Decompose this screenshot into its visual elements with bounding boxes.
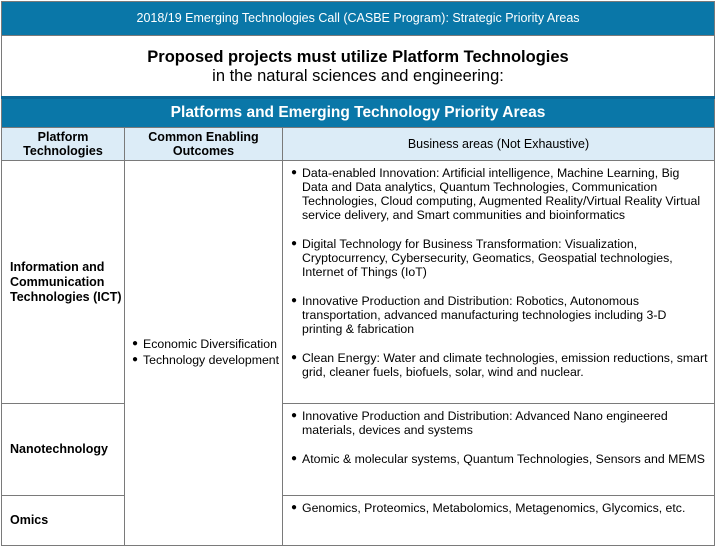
bullet-icon: ● bbox=[132, 338, 139, 349]
program-banner-text: 2018/19 Emerging Technologies Call (CASBE Program): Strategic Priority Areas bbox=[136, 11, 580, 25]
business-cell-nanotechnology bbox=[283, 404, 715, 496]
bullet-icon: ● bbox=[291, 167, 298, 178]
program-banner bbox=[2, 2, 715, 36]
enabling-outcomes-list bbox=[125, 337, 282, 367]
business-cell-ict bbox=[283, 161, 715, 404]
list-item: ● Genomics, Proteomics, Metabolomics, Metagenomics, Glycomics, etc. bbox=[291, 501, 686, 515]
intro-subheading: in the natural sciences and engineering: bbox=[212, 67, 504, 85]
business-cell-omics bbox=[283, 496, 715, 546]
bullet-icon: ● bbox=[291, 453, 298, 464]
list-item: ● Innovative Production and Distribution: Robotics, Autonomous transportation, advanced manufacturing technologies including 3-D printing & fabrication bbox=[291, 294, 667, 336]
header-business: Business areas (Not Exhaustive) bbox=[283, 128, 715, 161]
header-enabling: Common Enabling Outcomes bbox=[125, 128, 283, 161]
bullet-icon: ● bbox=[291, 410, 298, 421]
list-item: ● Data-enabled Innovation: Artificial intelligence, Machine Learning, Big Data and Data analytics, Quantum Technologies, Communication Technologies, Cloud computing, Augmented Reality/Virtual Reality Virtual service delivery, and Smart communities and bioinformatics bbox=[291, 166, 701, 222]
platform-ict: Information and Communication Technologies (ICT) bbox=[2, 161, 125, 404]
list-item: ● Technology development bbox=[132, 353, 280, 367]
priority-areas-table bbox=[1, 1, 715, 546]
list-item: ● Atomic & molecular systems, Quantum Technologies, Sensors and MEMS bbox=[291, 452, 706, 466]
platform-omics: Omics bbox=[2, 496, 125, 546]
platform-nanotechnology: Nanotechnology bbox=[2, 404, 125, 496]
list-item: ● Economic Diversification bbox=[132, 337, 277, 351]
bullet-icon: ● bbox=[291, 238, 298, 249]
bullet-icon: ● bbox=[132, 354, 139, 365]
business-list-omics bbox=[288, 501, 708, 515]
list-item: ● Digital Technology for Business Transformation: Visualization, Cryptocurrency, Cybersecurity, Geomatics, Geospatial technologies, Internet of Things (IoT) bbox=[291, 237, 673, 279]
enabling-outcomes-cell bbox=[125, 161, 283, 546]
bullet-icon: ● bbox=[291, 502, 298, 513]
priority-areas-document bbox=[1, 1, 714, 547]
business-list-ict bbox=[288, 166, 708, 379]
intro-block bbox=[2, 36, 715, 98]
list-item: ● Innovative Production and Distribution: Advanced Nano engineered materials, devices and systems bbox=[291, 409, 668, 437]
bullet-icon: ● bbox=[291, 295, 298, 306]
list-item: ● Clean Energy: Water and climate technologies, emission reductions, smart grid, cleaner fuels, biofuels, solar, wind and nuclear. bbox=[291, 351, 708, 379]
intro-heading: Proposed projects must utilize Platform Technologies bbox=[147, 48, 569, 66]
header-platform: Platform Technologies bbox=[2, 128, 125, 161]
business-list-nanotechnology bbox=[288, 409, 708, 466]
bullet-icon: ● bbox=[291, 352, 298, 363]
section-title: Platforms and Emerging Technology Priority Areas bbox=[2, 98, 715, 128]
